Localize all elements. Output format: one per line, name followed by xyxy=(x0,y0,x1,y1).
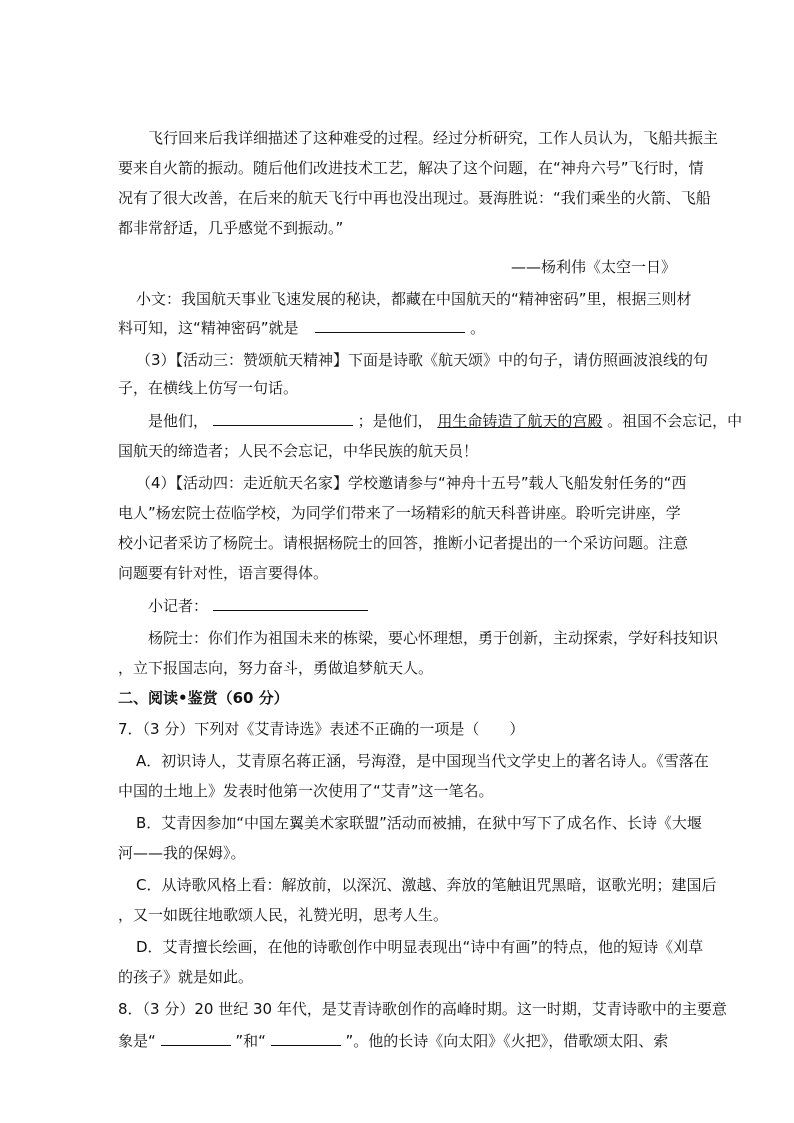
answer-blank[interactable] xyxy=(213,411,353,426)
q7-stem: 7．（3 分）下列对《艾青诗选》表述不正确的一项是（ ） xyxy=(118,720,525,738)
q7-option-b: 河——我的保姆》。 xyxy=(118,844,246,862)
q4-line: 问题要有针对性，语言要得体。 xyxy=(118,564,329,582)
q7-option-c: C．从诗歌风格上看：解放前，以深沉、激越、奔放的笔触诅咒黑暗，讴歌光明；建国后 xyxy=(136,876,717,894)
poem-part: ；是他们， xyxy=(357,412,433,430)
academician-line: ，立下报国志向，努力奋斗，勇做追梦航天人。 xyxy=(118,659,434,677)
q8-part: ”。他的长诗《向太阳》《火把》，借歌颂太阳、索 xyxy=(345,1032,669,1050)
q7-option-d: D．艾青擅长绘画，在他的诗歌创作中明显表现出“诗中有画”的特点，他的短诗《刈草 xyxy=(136,938,704,956)
q4-line: 电人”杨宏院士莅临学校，为同学们带来了一场精彩的航天科普讲座。聆听完讲座，学 xyxy=(118,504,681,522)
xiaowen-period: 。 xyxy=(470,319,486,337)
q8-line xyxy=(118,1031,678,1051)
answer-blank[interactable] xyxy=(315,318,465,333)
q4-line: （4）【活动四：走近航天名家】学校邀请参与“神舟十五号”载人飞船发射任务的“西 xyxy=(136,474,687,492)
q8-line: 8．（3 分）20 世纪 30 年代，是艾青诗歌创作的高峰时期。这一时期，艾青诗歌中的主要意 xyxy=(118,1000,727,1018)
passage-line: 要来自火箭的振动。随后他们改进技术工艺，解决了这个问题，在“神舟六号”飞行时，情 xyxy=(118,159,704,177)
passage-line: 飞行回来后我详细描述了这种难受的过程。经过分析研究，工作人员认为，飞船共振主 xyxy=(148,129,719,147)
xiaowen-line: 小文：我国航天事业飞速发展的秘诀，都藏在中国航天的“精神密码”里，根据三则材 xyxy=(136,290,692,308)
xiaowen-prompt: 料可知，这“精神密码”就是 xyxy=(118,319,299,337)
q8-part: ”和“ xyxy=(235,1032,266,1050)
q7-option-a: A．初识诗人，艾青原名蒋正涵，号海澄，是中国现当代文学史上的著名诗人。《雪落在 xyxy=(136,752,709,770)
passage-line: 都非常舒适，几乎感觉不到振动。” xyxy=(118,219,344,237)
academician-line: 杨院士：你们作为祖国未来的栋梁，要心怀理想，勇于创新，主动探索，学好科技知识 xyxy=(148,629,719,647)
q7-option-b: B．艾青因参加“中国左翼美术家联盟”活动而被捕，在狱中写下了成名作、长诗《大堰 xyxy=(136,814,702,832)
poem-part: 。祖国不会忘记，中 xyxy=(607,412,743,430)
passage-source: ——杨利伟《太空一日》 xyxy=(510,258,676,276)
wavy-underlined-sentence: 用生命铸造了航天的宫殿 xyxy=(437,412,603,430)
q8-part: 象是“ xyxy=(118,1032,156,1050)
answer-blank[interactable] xyxy=(213,596,368,611)
q3-line: 子，在横线上仿写一句话。 xyxy=(118,379,299,397)
poem-part: 是他们， xyxy=(148,412,209,430)
q7-option-a: 中国的土地上》发表时他第一次使用了“艾青”这一笔名。 xyxy=(118,782,494,800)
q3-poem-line xyxy=(148,411,743,431)
q3-line: （3）【活动三：赞颂航天精神】下面是诗歌《航天颂》中的句子，请仿照画波浪线的句 xyxy=(136,351,709,369)
q3-poem-line: 国航天的缔造者；人民不会忘记，中华民族的航天员！ xyxy=(118,442,479,460)
section-title: 二、阅读•鉴赏（60 分） xyxy=(118,689,289,707)
reporter-label: 小记者： xyxy=(148,597,209,615)
xiaowen-answer-line xyxy=(118,318,678,338)
q7-option-c: ，又一如既往地歌颂人民，礼赞光明，思考人生。 xyxy=(118,906,449,924)
q4-line: 校小记者采访了杨院士。请根据杨院士的回答，推断小记者提出的一个采访问题。注意 xyxy=(118,534,689,552)
passage-line: 况有了很大改善，在后来的航天飞行中再也没出现过。聂海胜说：“我们乘坐的火箭、飞船 xyxy=(118,189,711,207)
answer-blank[interactable] xyxy=(271,1031,341,1046)
answer-blank[interactable] xyxy=(161,1031,231,1046)
q7-option-d: 的孩子》就是如此。 xyxy=(118,968,254,986)
reporter-line xyxy=(148,596,708,616)
